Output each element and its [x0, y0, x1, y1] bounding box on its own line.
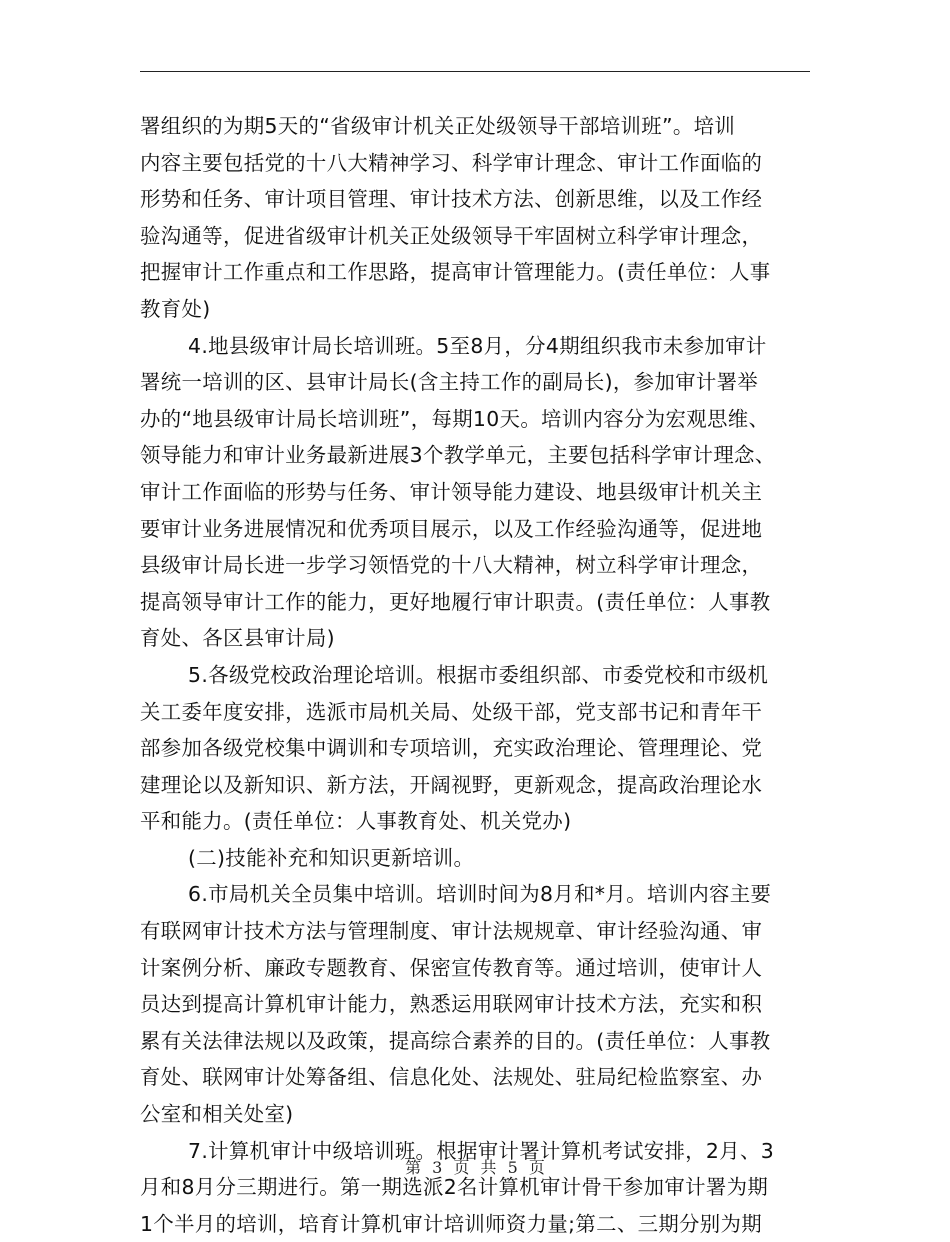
text-line: 县级审计局长进一步学习领悟党的十八大精神，树立科学审计理念，: [140, 553, 763, 578]
text-line: 育处、联网审计处筹备组、信息化处、法规处、驻局纪检监察室、办: [140, 1065, 763, 1090]
text-line: 月和8月分三期进行。第一期选派2名计算机审计骨干参加审计署为期: [140, 1175, 769, 1200]
text-line: 办的“地县级审计局长培训班”，每期10天。培训内容分为宏观思维、: [140, 406, 770, 431]
paragraph-start-line: 7.计算机审计中级培训班。根据审计署计算机考试安排，2月、3: [188, 1138, 775, 1163]
text-line: 有联网审计技术方法与管理制度、审计法规规章、审计经验沟通、审: [140, 919, 763, 944]
text-line: 公室和相关处室): [140, 1102, 294, 1127]
text-line: 署统一培训的区、县审计局长(含主持工作的副局长)，参加审计署举: [140, 370, 759, 395]
text-line: 验沟通等，促进省级审计机关正处级领导干牢固树立科学审计理念，: [140, 223, 763, 248]
text-line: 关工委年度安排，选派市局机关局、处级干部，党支部书记和青年干: [140, 699, 763, 724]
text-line: 领导能力和审计业务最新进展3个教学单元，主要包括科学审计理念、: [140, 443, 776, 468]
page-number-footer: 第 3 页 共 5 页: [405, 1158, 545, 1177]
text-line: 审计工作面临的形势与任务、审计领导能力建设、地县级审计机关主: [140, 479, 763, 504]
document-body: [140, 108, 814, 1242]
paragraph-start-line: 5.各级党校政治理论培训。根据市委组织部、市委党校和市级机: [188, 662, 769, 687]
section-heading: (二)技能补充和知识更新培训。: [188, 845, 475, 870]
text-line: 要审计业务进展情况和优秀项目展示，以及工作经验沟通等，促进地: [140, 516, 763, 541]
paragraph-start-line: 4.地县级审计局长培训班。5至8月，分4期组织我市未参加审计: [188, 333, 767, 358]
text-line: 累有关法律法规以及政策，提高综合素养的目的。(责任单位：人事教: [140, 1028, 771, 1053]
text-line: 提高领导审计工作的能力，更好地履行审计职责。(责任单位：人事教: [140, 589, 771, 614]
text-line: 把握审计工作重点和工作思路，提高审计管理能力。(责任单位：人事: [140, 260, 771, 285]
text-line: 育处、各区县审计局): [140, 626, 335, 651]
text-line: 形势和任务、审计项目管理、审计技术方法、创新思维，以及工作经: [140, 187, 763, 212]
text-line: 员达到提高计算机审计能力，熟悉运用联网审计技术方法，充实和积: [140, 992, 763, 1017]
paragraph-start-line: 6.市局机关全员集中培训。培训时间为8月和*月。培训内容主要: [188, 882, 772, 907]
text-line: 部参加各级党校集中调训和专项培训，充实政治理论、管理理论、党: [140, 736, 763, 761]
text-line: 教育处): [140, 296, 211, 321]
text-line: 建理论以及新知识、新方法，开阔视野，更新观念，提高政治理论水: [140, 772, 763, 797]
text-line: 内容主要包括党的十八大精神学习、科学审计理念、审计工作面临的: [140, 150, 763, 175]
text-line: 署组织的为期5天的“省级审计机关正处级领导干部培训班”。培训: [140, 114, 736, 138]
text-line: 1个半月的培训，培育计算机审计培训师资力量;第二、三期分别为期: [140, 1211, 763, 1236]
text-line: 平和能力。(责任单位：人事教育处、机关党办): [140, 809, 572, 834]
text-line: 计案例分析、廉政专题教育、保密宣传教育等。通过培训，使审计人: [140, 955, 763, 980]
header-rule: [140, 71, 810, 72]
